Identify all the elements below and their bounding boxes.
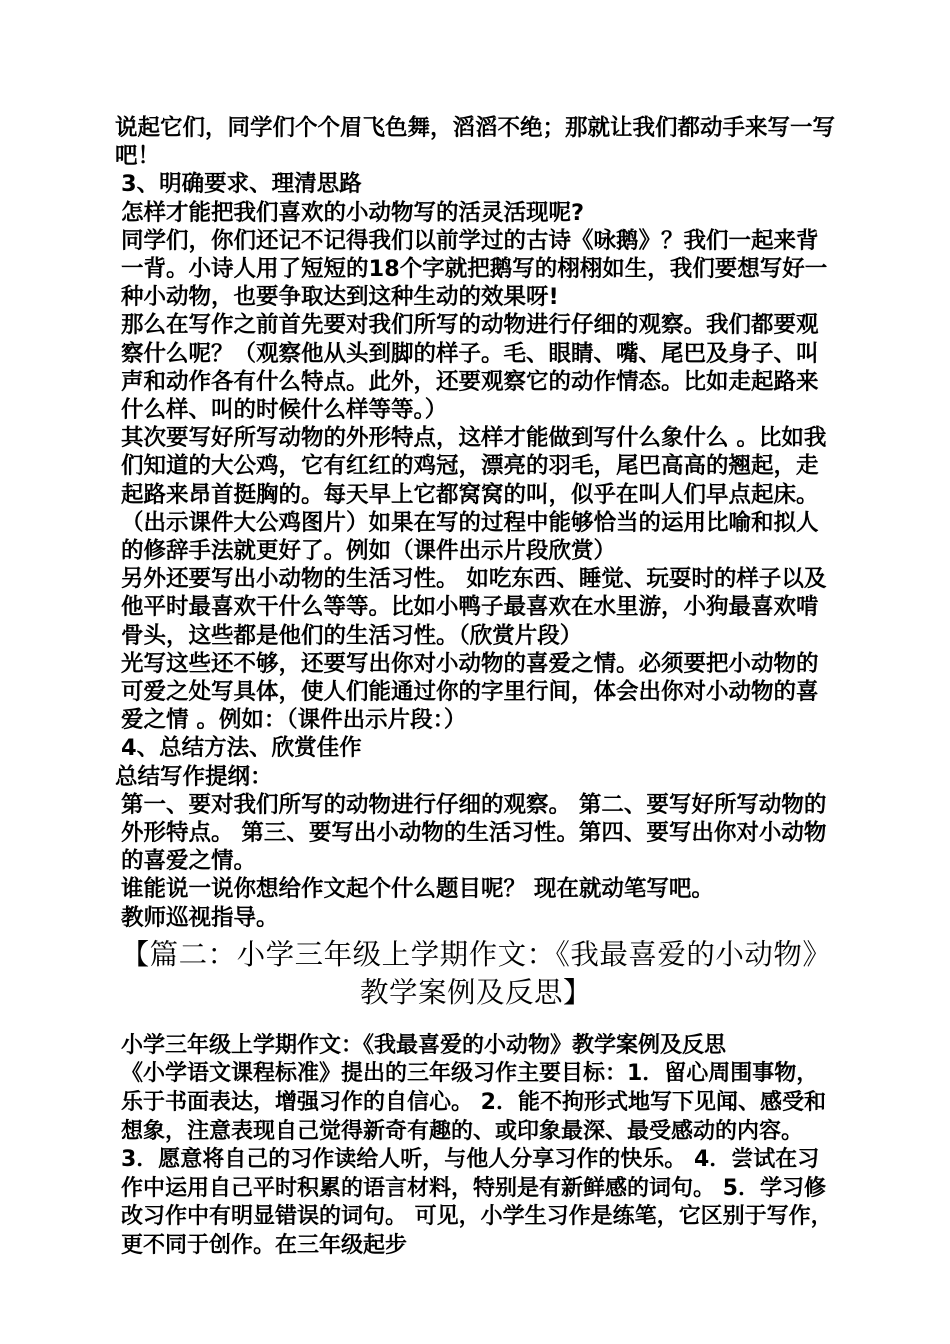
- paragraph: 3、明确要求、理清思路: [121, 171, 362, 198]
- paragraph: 说起它们，同学们个个眉飞色舞，滔滔不绝；那就让我们都动手来写一写吧！: [115, 115, 836, 170]
- section-title: 【篇二：小学三年级上学期作文：《我最喜爱的小动物》教学案例及反思】: [120, 937, 832, 1009]
- paragraph: 小学三年级上学期作文：《我最喜爱的小动物》教学案例及反思: [121, 1032, 727, 1058]
- paragraph: 总结写作提纲：: [115, 763, 273, 790]
- paragraph: 怎样才能把我们喜欢的小动物写的活灵活现呢?: [121, 199, 585, 226]
- paragraph: 4、总结方法、欣赏佳作: [121, 735, 362, 762]
- paragraph: 第一、要对我们所写的动物进行仔细的观察。 第二、要写好所写动物的外形特点。 第三、要写出小动物的生活习性。第四、要写出你对小动物的喜爱之情。: [121, 791, 827, 875]
- paragraph: 《小学语文课程标准》提出的三年级习作主要目标：1．留心周围事物，乐于书面表达，增强习作的自信心。 2．能不拘形式地写下见闻、感受和想象，注意表现自己觉得新奇有趣的、或印象最深、最受感动的内容。 3．愿意将自己的习作读给人听，与他人分享习作的快乐。 4．尝试在习作中运用自己平时积累的语言材料，特别是有新鲜感的词句。 5．学习修改习作中有明显错误的词句。 可见，小学生习作是练笔，它区别于写作，更不同于创作。在三年级起步: [121, 1061, 833, 1259]
- paragraph: 那么在写作之前首先要对我们所写的动物进行仔细的观察。我们都要观察什么呢？（观察他从头到脚的样子。毛、眼睛、嘴、尾巴及身子、叫声和动作各有什么特点。此外，还要观察它的动作情态。比如走起路来什么样、叫的时候什么样等等。）: [121, 312, 819, 424]
- paragraph: 另外还要写出小动物的生活习性。 如吃东西、睡觉、玩耍时的样子以及他平时最喜欢干什么等等。比如小鸭子最喜欢在水里游，小狗最喜欢啃骨头，这些都是他们的生活习性。（欣赏片段）: [121, 566, 827, 649]
- paragraph: 教师巡视指导。: [121, 904, 279, 931]
- document-page: [115, 114, 837, 1261]
- paragraph: 光写这些还不够，还要写出你对小动物的喜爱之情。必须要把小动物的可爱之处写具体，使人们能通过你的字里行间，体会出你对小动物的喜爱之情 。例如：（课件出示片段：）: [121, 650, 819, 734]
- part-one-body: [115, 114, 837, 932]
- part-two-body: [115, 1032, 837, 1261]
- paragraph: 其次要写好所写动物的外形特点，这样才能做到写什么象什么 。比如我们知道的大公鸡，它有红红的鸡冠，漂亮的羽毛，尾巴高高的翘起，走起路来昂首挺胸的。每天早上它都窝窝的叫，似乎在叫人们早点起床。（出示课件大公鸡图片）如果在写的过程中能够恰当的运用比喻和拟人的修辞手法就更好了。例如（课件出示片段欣赏）: [121, 425, 827, 565]
- paragraph: 同学们，你们还记不记得我们以前学过的古诗《咏鹅》？我们一起来背一背。小诗人用了短短的18个字就把鹅写的栩栩如生，我们要想写好一种小动物，也要争取达到这种生动的效果呀!: [121, 227, 828, 311]
- paragraph: 谁能说一说你想给作文起个什么题目呢？ 现在就动笔写吧。: [121, 876, 714, 903]
- section-gap: [115, 1012, 837, 1032]
